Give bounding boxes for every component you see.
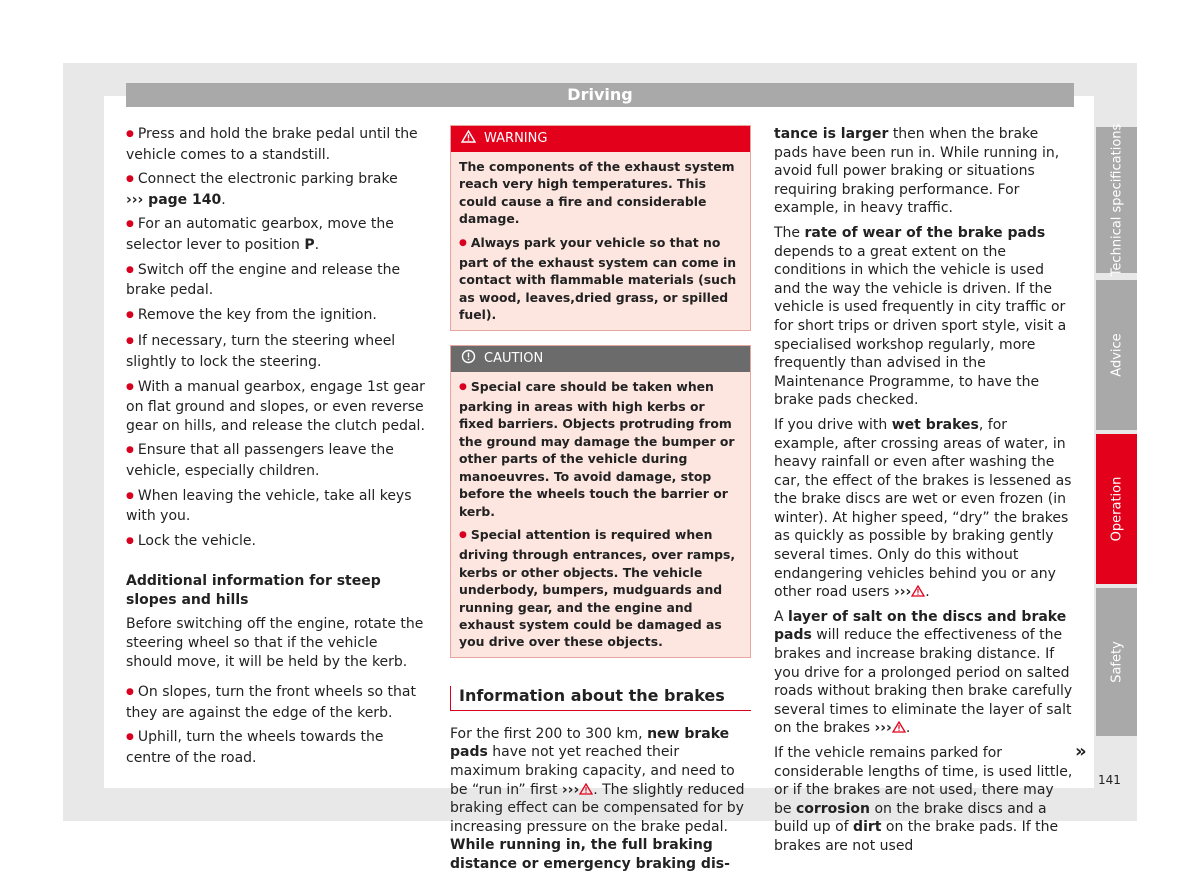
section-title: Information about the brakes: [450, 686, 751, 711]
continue-marker: »: [1075, 741, 1087, 762]
bullet-item: ● When leaving the vehicle, take all keys with you.: [126, 487, 428, 526]
warning-triangle-icon: [911, 585, 925, 597]
bullet-item: ● On slopes, turn the front wheels so that they are against the edge of the kerb.: [126, 683, 428, 722]
warning-triangle-icon: [579, 783, 593, 795]
tab-advice[interactable]: Advice: [1096, 280, 1137, 430]
paragraph: Before switching off the engine, rotate the steering wheel so that if the vehicle should move, it will be held by the kerb.: [126, 616, 424, 670]
column-left: [126, 125, 428, 774]
info-circle-icon: [461, 349, 476, 364]
bullet-item: ● For an automatic gearbox, move the selector lever to position P.: [126, 215, 428, 254]
tab-safety[interactable]: Safety: [1096, 588, 1137, 736]
bullet-item: ● Press and hold the brake pedal until the vehicle comes to a standstill.: [126, 125, 428, 164]
bullet-item: ● If necessary, turn the steering wheel slightly to lock the steering.: [126, 332, 428, 371]
cross-reference-link[interactable]: ›››: [874, 720, 892, 737]
bullet-item: ● Switch off the engine and release the brake pedal.: [126, 261, 428, 300]
paragraph: The rate of wear of the brake pads depends to a great extent on the conditions in which the vehicle is used and the way the vehicle is driven. If the vehicle is used frequently in city traffic or for short trips or driven sport style, visit a specialised workshop regularly, more frequently than advised in the Maintenance Programme, to have the brake pads checked.: [774, 224, 1067, 409]
caution-bullet: ● Special attention is required when driving through entrances, over ramps, kerbs or other objects. The vehicle underbody, bumpers, mudguards and running gear, and the engine and exhaust system could be damaged as you drive over these objects.: [459, 526, 742, 651]
warning-header: WARNING: [451, 126, 750, 152]
caution-bullet: ● Special care should be taken when parking in areas with high kerbs or fixed barriers. Objects protruding from the ground may damage the bumper or other parts of the vehicle during manoeuvres. To avoid damage, stop before the wheels touch the barrier or kerb.: [459, 378, 742, 520]
subheading: Additional information for steep slopes and hills: [126, 573, 381, 608]
bullet-item: ● Uphill, turn the wheels towards the centre of the road.: [126, 728, 428, 767]
warning-triangle-icon: [461, 130, 476, 143]
paragraph: tance is larger then when the brake pads have been run in. While running in, avoid full power braking or situations requiring braking performance. For example, in heavy traffic.: [774, 126, 1060, 217]
page-number: 141: [1098, 773, 1121, 787]
warning-text: The components of the exhaust system reach very high temperatures. This could cause a fire and considerable damage.: [459, 159, 735, 227]
cross-reference-link[interactable]: ›››: [893, 584, 912, 601]
bullet-item: ● Lock the vehicle.: [126, 532, 428, 553]
warning-bullet: ● Always park your vehicle so that no part of the exhaust system can come in contact with flammable materials (such as wood, leaves,dried grass, or spilled fuel).: [459, 234, 742, 324]
warning-triangle-icon: [892, 721, 906, 733]
bullet-item: ● Connect the electronic parking brake ››› page 140.: [126, 170, 428, 209]
tab-technical-specifications[interactable]: Technical specifications: [1096, 127, 1137, 273]
paragraph: If you drive with wet brakes, for example, after crossing areas of water, in heavy rainfall or even after washing the car, the effect of the brakes is lessened as the brake discs are wet or even frozen (in winter). At higher speed, “dry” the brakes as quickly as possible by braking gently several times. Only do this without endangering vehicles behind you or any other road users ››› .: [774, 416, 1072, 601]
caution-box: [450, 345, 751, 658]
bullet-item: ● With a manual gearbox, engage 1st gear on flat ground and slopes, or even reverse gear on hills, and release the clutch pedal.: [126, 378, 428, 436]
bullet-item: ● Remove the key from the ignition.: [126, 306, 428, 327]
paragraph: If the vehicle remains parked for considerable lengths of time, is used little, or if the brakes are not used, there may be corrosion on the brake discs and a build up of dirt on the brake pads. If the brakes are not used: [774, 745, 1073, 854]
page-header: Driving: [126, 83, 1074, 107]
warning-box: [450, 125, 751, 331]
tab-operation[interactable]: Operation: [1096, 434, 1137, 584]
caution-header: CAUTION: [451, 346, 750, 372]
bullet-item: ● Ensure that all passengers leave the vehicle, especially children.: [126, 441, 428, 480]
paragraph: For the first 200 to 300 km, new brake pads have not yet reached their maximum braking capacity, and need to be “run in” first ››› . The slightly reduced braking effect can be compensated for by increasing pressure on the brake pedal. While running in, the full braking distance or emergency braking dis-: [450, 725, 745, 872]
cross-reference-link[interactable]: ›››: [561, 781, 580, 798]
column-right: [774, 125, 1074, 862]
paragraph: A layer of salt on the discs and brake pads will reduce the effectiveness of the brakes and increase braking distance. If you drive for a prolonged period on salted roads without braking then brake carefully several times to eliminate the layer of salt on the brakes ››› .: [774, 608, 1073, 737]
page-reference-link[interactable]: ››› page 140: [126, 191, 222, 208]
column-middle: [450, 125, 751, 880]
